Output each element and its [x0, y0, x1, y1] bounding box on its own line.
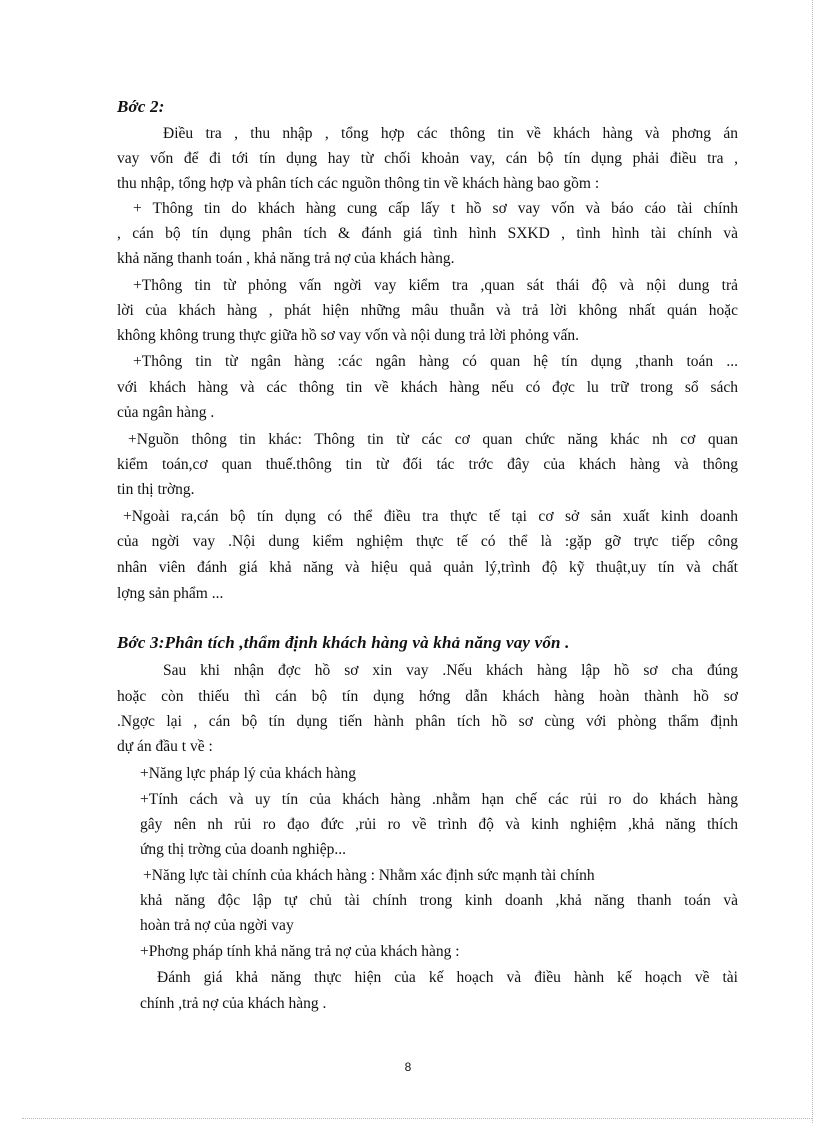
page-number: 8	[404, 1060, 412, 1074]
paragraph-line: tin thị trờng.	[117, 481, 195, 498]
paragraph-line: của ngời vay .Nội dung kiểm nghiệm thực tế có thể là :gặp gỡ trực tiếp công	[117, 533, 738, 550]
paragraph-line: gây nên nh rủi ro đạo đức ,rủi ro về trình độ và kinh nghiệm ,khả năng thích	[140, 816, 738, 833]
paragraph-line: +Thông tin từ phỏng vấn ngời vay kiểm tra ,quan sát thái độ và nội dung trả	[133, 277, 738, 294]
paragraph-line: nhân viên đánh giá khả năng và hiệu quả quản lý,trình độ kỹ thuật,uy tín và chất	[117, 559, 738, 576]
section-heading-step-2: Bớc 2:	[117, 97, 165, 116]
paragraph-line: khả năng thanh toán , khả năng trả nợ của khách hàng.	[117, 250, 455, 267]
paragraph-line: Điều tra , thu nhập , tổng hợp các thông tin về khách hàng và phơng án	[163, 125, 738, 142]
paragraph-line: , cán bộ tín dụng phân tích & đánh giá tình hình SXKD , tình hình tài chính và	[117, 225, 738, 242]
paragraph-line: dự án đầu t về :	[117, 738, 213, 755]
paragraph-line: không không trung thực giữa hồ sơ vay vốn và nội dung trả lời phỏng vấn.	[117, 327, 579, 344]
paragraph-line: hoàn trả nợ của ngời vay	[140, 917, 294, 934]
paragraph-line: vay vốn để đi tới tín dụng hay từ chối khoản vay, cán bộ tín dụng phải điều tra ,	[117, 150, 738, 167]
paragraph-line: lời của khách hàng , phát hiện những mâu thuẫn và trả lời không nhất quán hoặc	[117, 302, 738, 319]
paragraph-line: với khách hàng và các thông tin về khách hàng nếu có đợc lu trữ trong sổ sách	[117, 379, 738, 396]
paragraph-line: +Tính cách và uy tín của khách hàng .nhằm hạn chế các rủi ro do khách hàng	[140, 791, 738, 808]
paragraph-line: khả năng độc lập tự chủ tài chính trong kinh doanh ,khả năng thanh toán và	[140, 892, 738, 909]
paragraph-line: +Năng lực tài chính của khách hàng : Nhằm xác định sức mạnh tài chính	[143, 867, 595, 884]
paragraph-line: của ngân hàng .	[117, 404, 215, 421]
paragraph-line: +Thông tin từ ngân hàng :các ngân hàng có quan hệ tín dụng ,thanh toán ...	[133, 353, 738, 370]
paragraph-line: +Nguồn thông tin khác: Thông tin từ các cơ quan chức năng khác nh cơ quan	[128, 431, 738, 448]
paragraph-line: kiểm toán,cơ quan thuế.thông tin từ đối tác trớc đây của khách hàng và thông	[117, 456, 738, 473]
paragraph-line: chính ,trả nợ của khách hàng .	[140, 995, 327, 1012]
paragraph-line: hoặc còn thiếu thì cán bộ tín dụng hớng dẫn khách hàng hoàn thành hồ sơ	[117, 688, 738, 705]
paragraph-line: Đánh giá khả năng thực hiện của kế hoạch và điều hành kế hoạch về tài	[157, 969, 738, 986]
section-heading-step-3: Bớc 3:Phân tích ,thẩm định khách hàng và khả năng vay vốn .	[117, 633, 570, 652]
paragraph-line: thu nhập, tổng hợp và phân tích các nguồn thông tin về khách hàng bao gồm :	[117, 175, 600, 192]
paragraph-line: Sau khi nhận đợc hồ sơ xin vay .Nếu khách hàng lập hồ sơ cha đúng	[163, 662, 738, 679]
paragraph-line: ứng thị trờng của doanh nghiệp...	[140, 841, 347, 858]
paragraph-line: + Thông tin do khách hàng cung cấp lấy t hồ sơ vay vốn và báo cáo tài chính	[133, 200, 738, 217]
bottom-dotted-border	[22, 1118, 812, 1119]
paragraph-line: lợng sản phẩm ...	[117, 585, 224, 602]
right-dotted-border	[812, 0, 813, 1123]
paragraph-line: +Ngoài ra,cán bộ tín dụng có thể điều tra thực tế tại cơ sở sản xuất kinh doanh	[123, 508, 738, 525]
paragraph-line: .Ngợc lại , cán bộ tín dụng tiến hành phân tích hồ sơ cùng với phòng thẩm định	[117, 713, 738, 730]
paragraph-line: +Năng lực pháp lý của khách hàng	[140, 765, 356, 782]
paragraph-line: +Phơng pháp tính khả năng trả nợ của khách hàng :	[140, 943, 460, 960]
